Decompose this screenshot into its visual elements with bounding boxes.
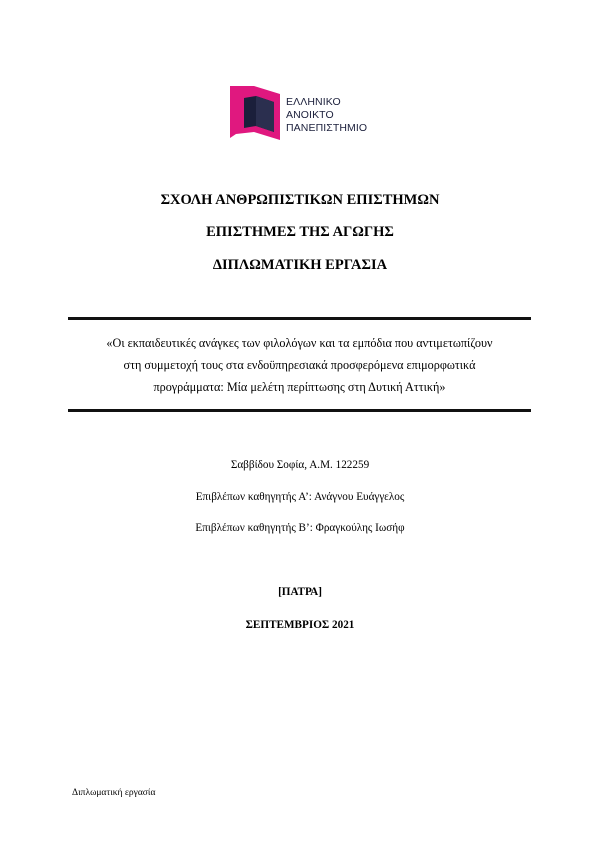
logo-line: ΕΛΛΗΝΙΚΟ	[286, 96, 341, 108]
date-label: ΣΕΠΤΕΜΒΡΙΟΣ 2021	[245, 619, 355, 631]
university-logo	[230, 84, 375, 140]
school-heading: ΣΧΟΛΗ ΑΝΘΡΩΠΙΣΤΙΚΩΝ ΕΠΙΣΤΗΜΩΝ	[160, 192, 440, 208]
page-footer: Διπλωματική εργασία	[72, 788, 156, 798]
thesis-title-line: προγράμματα: Μία μελέτη περίπτωσης στη Δυτική Αττική»	[153, 380, 446, 394]
title-top-rule	[68, 317, 531, 320]
book-logo-icon	[230, 84, 282, 140]
logo-text	[286, 96, 367, 135]
title-bottom-rule	[68, 409, 531, 412]
department-heading: ΕΠΙΣΤΗΜΕΣ ΤΗΣ ΑΓΩΓΗΣ	[206, 224, 394, 240]
thesis-title	[68, 332, 531, 398]
thesis-title-line: «Οι εκπαιδευτικές ανάγκες των φιλολόγων και τα εμπόδια που αντιμετωπίζουν	[106, 336, 493, 350]
author-line: Σαββίδου Σοφία, Α.Μ. 122259	[230, 459, 370, 471]
city-label: [ΠΑΤΡΑ]	[278, 586, 322, 598]
supervisor-a-line: Επιβλέπων καθηγητής Α’: Ανάγνου Ευάγγελος	[195, 491, 405, 503]
logo-line: ΠΑΝΕΠΙΣΤΗΜΙΟ	[286, 122, 368, 134]
supervisor-b-line: Επιβλέπων καθηγητής Β’: Φραγκούλης Ιωσήφ	[195, 522, 405, 534]
logo-line: ΑΝΟΙΚΤΟ	[286, 109, 334, 121]
thesis-title-line: στη συμμετοχή τους στα ενδοϋπηρεσιακά προσφερόμενα επιμορφωτικά	[123, 358, 476, 372]
document-type-heading: ΔΙΠΛΩΜΑΤΙΚΗ ΕΡΓΑΣΙΑ	[212, 257, 388, 273]
